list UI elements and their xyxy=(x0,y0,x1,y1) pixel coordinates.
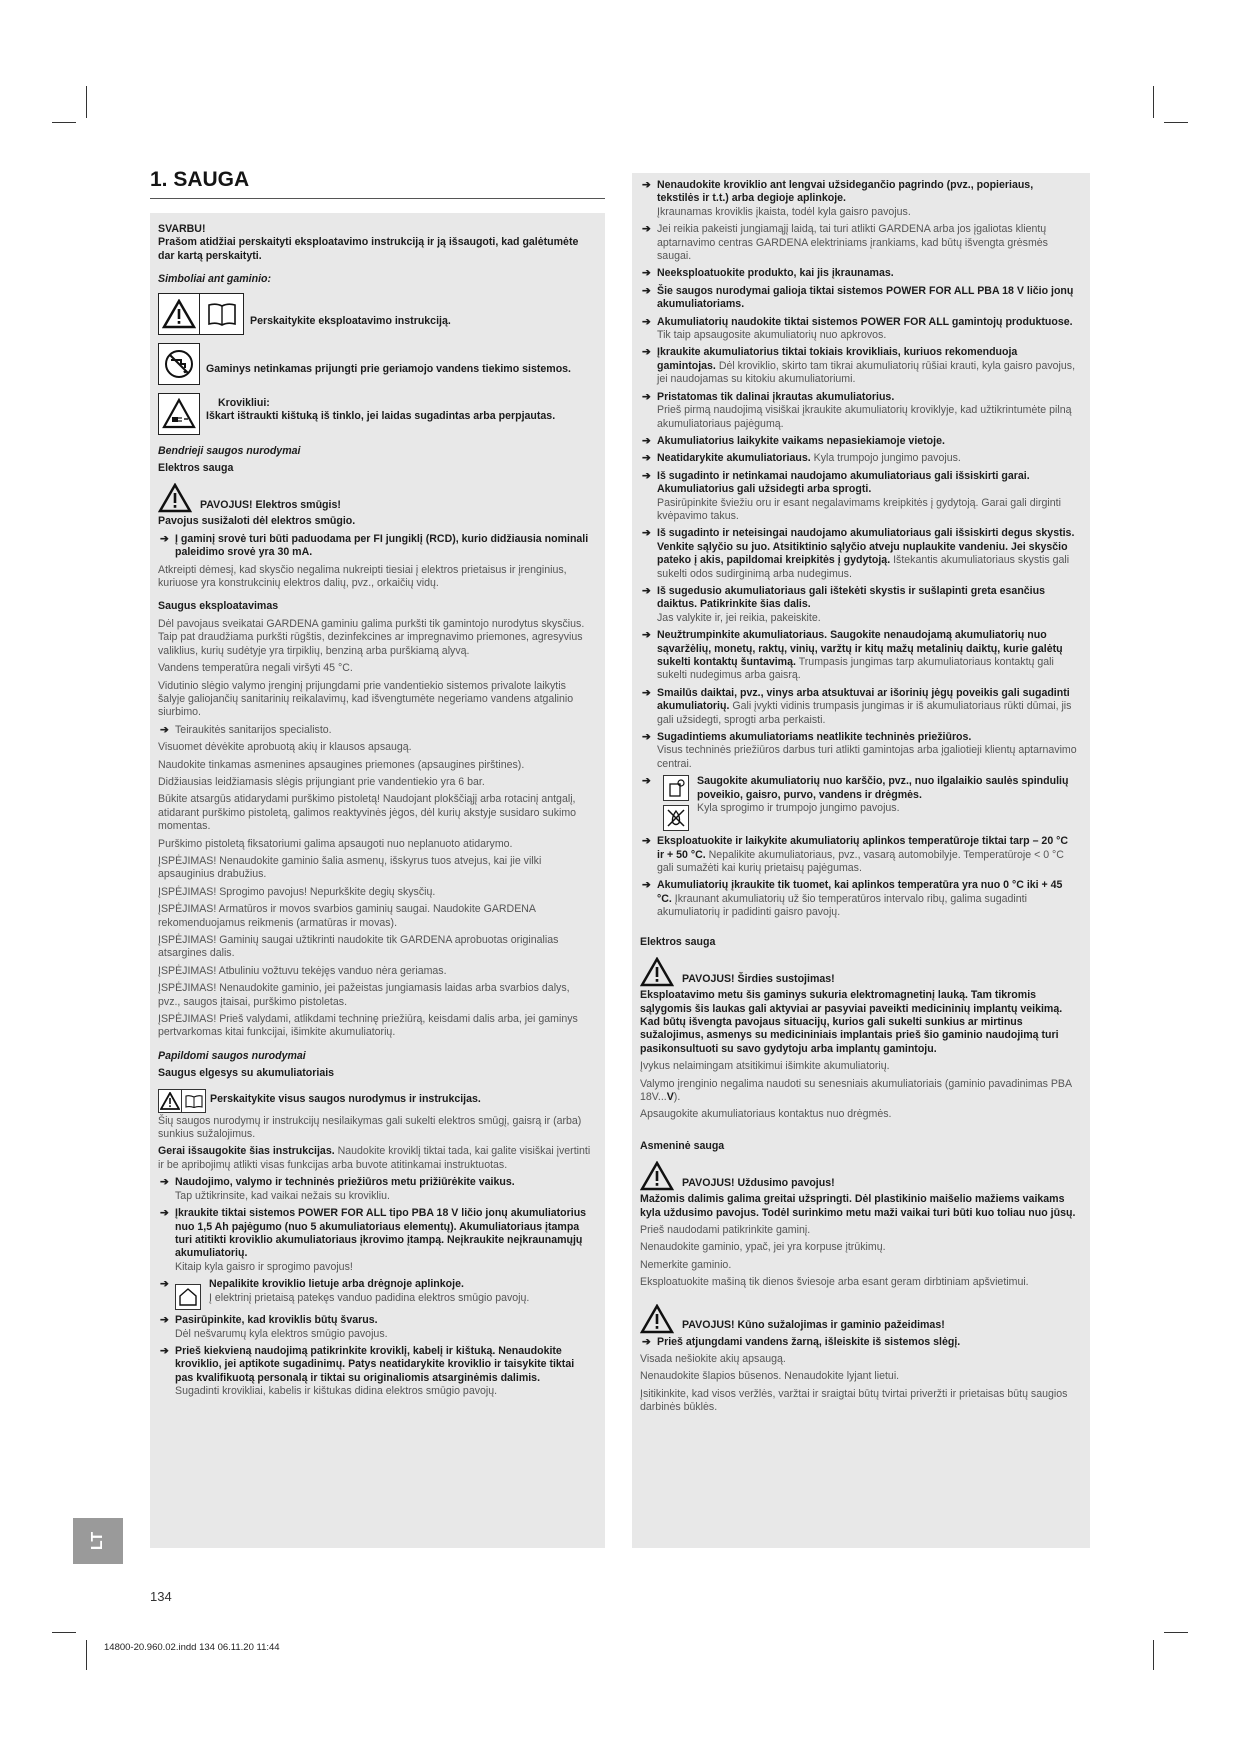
arrow-icon: ➔ xyxy=(642,469,651,482)
keep-instructions xyxy=(158,1145,593,1172)
battery-bullet xyxy=(640,527,1078,581)
bullet-text: Įkraunamas kroviklis įkaista, todėl kyla gaisro pavojus. xyxy=(657,205,911,218)
crop-mark xyxy=(52,122,76,123)
bullet-bold: Iš sugadinto ir netinkamai naudojamo akumuliatoriaus gali išsiskirti garai. Akumuliatorius gali užsidegti arba sprogti. xyxy=(657,469,1030,496)
symbols-heading: Simboliai ant gaminio: xyxy=(158,273,272,286)
arrow-icon: ➔ xyxy=(160,1176,169,1189)
danger-injury-title: PAVOJUS! Kūno sužalojimas ir gaminio pažeidimas! xyxy=(682,1319,945,1332)
danger-heart-text: Eksploatavimo metu šis gaminys sukuria elektromagnetinį lauką. Tam tikromis sąlygomis šis laukas gali aktyviai ar pasyviai paveikti medicininių implantų veikimą. Kad būtų išvengta pavojaus situacijų, kurios gali sukelti sunkius ar mirtinus sužalojimus, asmenys su medicininiais implantais prieš šio gaminio naudojimą turi pasikonsultuoti su savo gydytoju arba implantų gamintoju. xyxy=(640,989,1063,1055)
bullet-bold: Iš sugadinto ir neteisingai naudojamo akumuliatoriaus gali išsiskirti degus skystis. Venkite sąlyčio su juo. Atsitiktinio sąlyčio atveju nuplaukite vandeniu. Jei skysčio pateko į akis, papildomai kreipkitės į gydytoją. xyxy=(657,527,1075,567)
crop-mark xyxy=(86,1640,87,1670)
text-part: ). xyxy=(673,1090,681,1103)
bullet-text: Sugadinti krovikliai, kabelis ir kištukas didina elektros smūgio pavojų. xyxy=(175,1385,498,1398)
battery-bullet xyxy=(640,629,1078,683)
battery-bullet xyxy=(158,1176,593,1203)
bullet-bold: Šie saugos nurodymai galioja tiktai sistemos POWER FOR ALL PBA 18 V ličio jonų akumuliatoriams. xyxy=(657,284,1074,311)
bullet-bold: Neužtrumpinkite akumuliatoriaus. Saugokite nenaudojamą akumuliatorių nuo sąvaržėlių, monetų, raktų, vinių, varžtų ir kitų mažų metalinių daiktų, kurie galėtų sukelti kontaktų šuntavimą. xyxy=(657,629,1063,668)
bullet-bold: Sugadintiems akumuliatoriams neatlikite techninės priežiūros. xyxy=(657,731,972,744)
warning-triangle-icon xyxy=(640,1161,674,1191)
bullet-bold: Akumuliatorius laikykite vaikams nepasiekiamoje vietoje. xyxy=(657,434,945,447)
bullet-text: Trumpasis jungimas tarp akumuliatoriaus kontaktų gali sukelti nudegimus arba gaisrą. xyxy=(657,656,1054,682)
battery-bullet xyxy=(158,1207,593,1274)
svarbu-text: Prašom atidžiai perskaityti eksploatavimo instrukciją ir ją išsaugoti, kad galėtumėte dar kartą perskaityti. xyxy=(158,236,579,262)
arrow-icon: ➔ xyxy=(642,629,651,642)
bullet-bold: Akumuliatorių naudokite tiktai sistemos POWER FOR ALL gamintojų produktuose. xyxy=(657,315,1073,328)
arrow-icon: ➔ xyxy=(160,1207,169,1220)
pressure-bullet-text: Prieš atjungdami vandens žarną, išleiskite iš sistemos slėgį. xyxy=(657,1335,961,1348)
battery-bullet xyxy=(640,267,1078,280)
text-part: Valymo įrenginio negalima naudoti su senesniais akumuliatoriais (gaminio pavadinimas PBA 18V... xyxy=(640,1077,1072,1103)
no-drinking-water-icon xyxy=(158,343,200,385)
paragraph: Šių saugos nurodymų ir instrukcijų nesilaikymas gali sukelti elektros smūgį, gaisrą ir (arba) sunkius sužalojimus. xyxy=(158,1114,582,1141)
arrow-icon: ➔ xyxy=(642,179,651,191)
language-tab-label: LT xyxy=(88,1531,106,1551)
bullet-bold: Eksploatuokite ir laikykite akumuliatorių aplinkos temperatūroje tiktai tarp – 20 °C ir + 50 °C. xyxy=(657,835,1069,861)
page-number: 134 xyxy=(150,1589,172,1604)
battery-bullet xyxy=(640,879,1078,919)
keep-instructions-text: Naudokite kroviklį tiktai tada, kai galite visiškai įvertinti ir be apribojimų atlikti visas funkcijas arba buvote atitinkamai instruktuotas. xyxy=(158,1145,591,1171)
electric-safety-heading: Elektros sauga xyxy=(158,462,234,475)
fi-bullet xyxy=(158,533,593,560)
bullet-text: Jas valykite ir, jei reikia, pakeiskite. xyxy=(657,611,821,624)
bullet-text: Kitaip kyla gaisro ir sprogimo pavojus! xyxy=(175,1260,353,1273)
right-column xyxy=(632,173,1090,1548)
arrow-icon: ➔ xyxy=(642,527,651,540)
bullet-bold: Nepalikite kroviklio lietuje arba drėgnoje aplinkoje. xyxy=(209,1278,464,1291)
bullet-bold: Akumuliatorių įkraukite tik tuomet, kai aplinkos temperatūra yra nuo 0 °C iki + 45 °C. xyxy=(657,879,1063,905)
bullet-text: Nepalikite akumuliatoriaus, pvz., vasarą automobilyje. Temperatūroje < 0 °C gali sumažėti kai kurių prietaisų pajėgumas. xyxy=(657,848,1064,875)
danger-electric-header xyxy=(158,483,593,513)
bullet-text: Jei reikia pakeisti jungiamąjį laidą, tai turi atlikti GARDENA arba jos įgaliotas klientų aptarnavimo centras GARDENA elektriniams įrankiams, kad būtų išvengta grėsmės saugai. xyxy=(657,223,1048,263)
battery-bullet xyxy=(640,835,1078,875)
warning-triangle-icon xyxy=(158,293,200,335)
paragraph: Nenaudokite gaminio, ypač, jei yra korpuse įtrūkimų. xyxy=(640,1241,886,1254)
crop-mark xyxy=(1153,1640,1154,1670)
general-safety-heading: Bendrieji saugos nurodymai xyxy=(158,444,301,457)
crop-mark xyxy=(52,1632,76,1633)
heat-icons xyxy=(663,775,689,831)
arrow-icon: ➔ xyxy=(160,1314,169,1327)
warning-triangle-icon xyxy=(640,1304,674,1334)
bullet-bold: Pristatomas tik dalinai įkrautas akumuliatorius. xyxy=(657,390,895,403)
fi-bullet-text: Į gaminį srovė turi būti paduodama per FI jungiklį (RCD), kurio didžiausia nominali paleidimo srovė yra 30 mA. xyxy=(175,532,589,559)
arrow-icon: ➔ xyxy=(160,723,169,736)
paragraph: Vidutinio slėgio valymo įrenginį prijungdami prie vandentiekio sistemos privalote laikytis šalyje galiojančių sanitarinių reikalavimų, kad išvengtumėte negeriamo vandens atgalinio siurbimo. xyxy=(158,679,574,719)
battery-bullet xyxy=(158,1314,593,1341)
battery-bullet xyxy=(640,285,1078,312)
arrow-icon: ➔ xyxy=(642,584,651,597)
paragraph xyxy=(640,1078,1078,1105)
print-footer: 14800-20.960.02.indd 134 06.11.20 11:44 xyxy=(104,1642,280,1653)
paragraph: ĮSPĖJIMAS! Sprogimo pavojus! Nepurkškite degių skysčių. xyxy=(158,885,436,898)
bullet-text: Kyla sprogimo ir trumpojo jungimo pavojus. xyxy=(697,802,900,815)
paragraph: ĮSPĖJIMAS! Nenaudokite gaminio šalia asmenų, išskyrus tuos atvejus, kai jie vilki apsauginius drabužius. xyxy=(158,854,542,881)
bullet-bold: Naudojimo, valymo ir techninės priežiūros metu prižiūrėkite vaikus. xyxy=(175,1176,515,1189)
bullet-text: Prieš pirmą naudojimą visiškai įkraukite akumuliatorių kroviklyje, kad užtikrintumėte pilną akumuliatoriaus pajėgumą. xyxy=(657,404,1072,430)
bullet-text: Dėl kroviklio, skirto tam tikrai akumuliatorių rūšiai krauti, kyla gaisro pavojus, jei naudojamas su kitokiu akumuliatoriumi. xyxy=(657,359,1076,386)
paragraph: Didžiausias leidžiamasis slėgis prijungiant prie vandentiekio yra 6 bar. xyxy=(158,775,485,788)
paragraph: Prieš naudodami patikrinkite gaminį. xyxy=(640,1223,811,1236)
title-divider xyxy=(150,198,605,199)
text-part-bold: V xyxy=(666,1090,674,1103)
personal-safety-heading: Asmeninė sauga xyxy=(640,1139,725,1152)
paragraph: Būkite atsargūs atidarydami purškimo pistoletą! Naudojant plokščiąjį arba rotacinį antgalį, atidarant purškimo pistoletą, galimos reaktyvinės jėgos, dėl kurių akstyje susidaro sukimo momentas. xyxy=(158,793,577,833)
no-fire-icon xyxy=(663,805,689,831)
no-heat-icon xyxy=(663,775,689,801)
danger-injury-header xyxy=(640,1304,1078,1334)
bullet-text: Ištekantis akumuliatoriaus skystis gali sukelti odos sudirginimą arba nudegimus. xyxy=(657,554,1070,580)
paragraph: Dėl pavojaus sveikatai GARDENA gaminiu galima purkšti tik gamintojo nurodytus skysčius. Taip pat draudžiama purkšti rūgštis, dezinfekcines ar impregnavimo priemones, agresyvius valiklius, kurių sudėtyje yra tirpiklių, benziną arba purškiamą alyvą. xyxy=(158,617,585,657)
battery-bullet xyxy=(640,585,1078,625)
svarbu-label: SVARBU! xyxy=(158,223,206,235)
page-title: 1. SAUGA xyxy=(150,168,250,191)
battery-bullet xyxy=(640,223,1078,263)
pressure-bullet xyxy=(640,1336,1078,1349)
arrow-icon: ➔ xyxy=(642,284,651,297)
book-icon xyxy=(182,1089,206,1113)
bullet-content xyxy=(689,775,1078,831)
book-icon xyxy=(200,293,244,335)
symbol-charger-title: Krovikliui: xyxy=(218,396,270,409)
bullet-bold: Pasirūpinkite, kad kroviklis būtų švarus. xyxy=(175,1314,378,1327)
battery-bullet xyxy=(640,179,1078,219)
danger-suffocation-header xyxy=(640,1161,1078,1191)
sanitary-bullet xyxy=(158,724,593,737)
paragraph: ĮSPĖJIMAS! Armatūros ir movos svarbios gaminių saugai. Naudokite GARDENA rekomenduojamus reikmenis (armatūras ir movas). xyxy=(158,903,536,929)
battery-bullet xyxy=(640,470,1078,524)
unplug-warning-icon xyxy=(158,393,200,435)
battery-bullet xyxy=(640,452,1078,465)
paragraph: Įvykus nelaimingam atsitikimui išimkite akumuliatorių. xyxy=(640,1060,890,1073)
battery-safety-heading: Saugus elgesys su akumuliatoriais xyxy=(158,1067,335,1080)
battery-bullet xyxy=(640,316,1078,343)
paragraph: ĮSPĖJIMAS! Nenaudokite gaminio, jei pažeistas jungiamasis laidas arba svarbios dalys, pvz., saugos įtaisai, purškimo pistoletas. xyxy=(158,982,570,1008)
bullet-text: Gali įvykti vidinis trumpasis jungimas ir iš akumuliatoriaus rūkti dūmai, jis gali užsidegti, sprogti arba perkaisti. xyxy=(657,700,1072,726)
sanitary-bullet-text: Teiraukitės sanitarijos specialisto. xyxy=(175,723,332,736)
paragraph: Visuomet dėvėkite aprobuotą akių ir klausos apsaugą. xyxy=(158,741,412,754)
danger-electric-text: Pavojus susižaloti dėl elektros smūgio. xyxy=(158,515,356,528)
symbol-charger-text: Iškart ištraukti kištuką iš tinklo, jei laidas sugadintas arba perpjautas. xyxy=(206,410,556,423)
safe-operation-heading: Saugus eksploatavimas xyxy=(158,600,279,613)
warning-triangle-icon xyxy=(158,1089,182,1113)
bullet-text: Pasirūpinkite šviežiu oru ir esant negalavimams kreipkitės į gydytoją. Garai gali dirginti kvėpavimo takus. xyxy=(657,496,1061,522)
paragraph: ĮSPĖJIMAS! Prieš valydami, atlikdami techninę priežiūrą, keisdami dalis arba, jei gaminys pertvarkomas kitai funkcijai, išimkite akumuliatorių. xyxy=(158,1013,578,1039)
arrow-icon: ➔ xyxy=(642,879,651,892)
battery-bullet xyxy=(640,346,1078,386)
battery-bullet xyxy=(158,1278,593,1310)
arrow-icon: ➔ xyxy=(642,1335,651,1348)
indoor-use-icon xyxy=(175,1284,201,1310)
left-column xyxy=(150,213,605,1548)
arrow-icon: ➔ xyxy=(160,532,169,545)
battery-bullet xyxy=(158,1345,593,1399)
bullet-bold: Neatidarykite akumuliatoriaus. xyxy=(657,452,811,465)
bullet-bold: Įkraukite tiktai sistemos POWER FOR ALL tipo PBA 18 V ličio jonų akumuliatorius nuo 1,5 Ah pajėgumo (nuo 5 akumuliatoriaus elementų). Akumuliatoriaus įtampa turi atitikti kroviklio akumuliatoriaus įkrovimo įtampą. Neįkraukite neįkraunamųjų akumuliatorių. xyxy=(175,1207,587,1260)
additional-safety-heading: Papildomi saugos nurodymai xyxy=(158,1049,306,1062)
warning-triangle-icon xyxy=(158,483,192,513)
bullet-text: Kyla trumpojo jungimo pavojus. xyxy=(813,452,961,465)
crop-mark xyxy=(1164,122,1188,123)
crop-mark xyxy=(1164,1632,1188,1633)
electric-safety-heading: Elektros sauga xyxy=(640,935,716,948)
paragraph: Naudokite tinkamas asmenines apsaugines priemones (apsaugines pirštines). xyxy=(158,758,525,771)
arrow-icon: ➔ xyxy=(642,452,651,465)
battery-bullet xyxy=(640,391,1078,431)
arrow-icon: ➔ xyxy=(642,835,651,848)
symbol-charger xyxy=(158,393,593,435)
paragraph: Purškimo pistoletą fiksatoriumi galima apsaugoti nuo neplanuoto atidarymo. xyxy=(158,837,513,850)
warning-triangle-icon xyxy=(640,957,674,987)
bullet-bold: Neeksploatuokite produkto, kai jis įkraunamas. xyxy=(657,267,894,280)
battery-bullet xyxy=(640,687,1078,727)
danger-heart-header xyxy=(640,957,1078,987)
bullet-text: Tap užtikrinsite, kad vaikai nežais su krovikliu. xyxy=(175,1189,390,1202)
arrow-icon: ➔ xyxy=(160,1344,169,1357)
bullet-text: Įkraunant akumuliatorių už šio temperatūros intervalo ribų, galima sugadinti akumuliatorių ir padidinti gaisro pavojų. xyxy=(657,892,1027,919)
symbol-read-manual xyxy=(158,293,593,335)
bullet-bold: Įkraukite akumuliatorius tiktai tokiais krovikliais, kuriuos rekomenduoja gamintojas. xyxy=(657,346,1018,372)
symbol-no-drinking-water xyxy=(158,343,593,385)
symbol-read-manual-text: Perskaitykite eksploatavimo instrukciją. xyxy=(250,314,451,327)
paragraph: Nemerkite gaminio. xyxy=(640,1258,732,1271)
arrow-icon: ➔ xyxy=(642,267,651,280)
paragraph: Eksploatuokite mašiną tik dienos šviesoje arba esant geram dirbtiniam apšvietimui. xyxy=(640,1276,1029,1289)
paragraph: Atkreipti dėmesį, kad skysčio negalima nukreipti tiesiai į elektros prietaisus ir įrenginius, kuriuose yra konstrukcinių elektros dalių, pvz., orkaičių vidų. xyxy=(158,563,567,590)
bullet-text: Dėl nešvarumų kyla elektros smūgio pavojus. xyxy=(175,1327,388,1340)
arrow-icon: ➔ xyxy=(642,390,651,403)
language-tab xyxy=(73,1518,123,1564)
arrow-icon: ➔ xyxy=(642,686,651,699)
arrow-icon: ➔ xyxy=(642,346,651,359)
arrow-icon: ➔ xyxy=(642,731,651,744)
crop-mark xyxy=(86,86,87,118)
bullet-bold: Saugokite akumuliatorių nuo karščio, pvz., nuo ilgalaikio saulės spindulių poveikio, gaisro, purvo, vandens ir drėgmės. xyxy=(697,775,1069,801)
arrow-icon: ➔ xyxy=(160,1278,169,1291)
paragraph: ĮSPĖJIMAS! Atbuliniu vožtuvu tekėjęs vanduo nėra geriamas. xyxy=(158,964,447,977)
paragraph: Nenaudokite šlapios būsenos. Nenaudokite lyjant lietui. xyxy=(640,1370,900,1383)
battery-bullet xyxy=(640,775,1078,831)
bullet-text: Tik taip apsaugosite akumuliatorių nuo apkrovos. xyxy=(657,329,887,342)
paragraph: Visada nešiokite akių apsaugą. xyxy=(640,1353,786,1365)
bullet-bold: Iš sugedusio akumuliatoriaus gali ištekėti skystis ir sušlapinti greta esančius daiktus. Patikrinkite šias dalis. xyxy=(657,584,1045,611)
arrow-icon: ➔ xyxy=(642,434,651,447)
arrow-icon: ➔ xyxy=(642,315,651,328)
danger-suffocation-title: PAVOJUS! Uždusimo pavojus! xyxy=(682,1176,835,1189)
paragraph: ĮSPĖJIMAS! Gaminių saugai užtikrinti naudokite tik GARDENA aprobuotas originalias atsargines dalis. xyxy=(158,934,559,960)
symbol-no-drinking-water-text: Gaminys netinkamas prijungti prie geriamojo vandens tiekimo sistemos. xyxy=(206,362,572,375)
arrow-icon: ➔ xyxy=(642,223,651,236)
bullet-text: Į elektrinį prietaisą patekęs vanduo padidina elektros smūgio pavojų. xyxy=(209,1291,530,1304)
battery-bullet xyxy=(640,731,1078,771)
danger-suffocation-text: Mažomis dalimis galima greitai užspringti. Dėl plastikinio maišelio mažiems vaikams kyla uždusimo pavojus. Todėl surinkimo metu maži vaikai turi būti kuo toliau nuo jūsų. xyxy=(640,1193,1076,1219)
battery-bullet xyxy=(640,435,1078,448)
paragraph: Įsitikinkite, kad visos veržlės, varžtai ir sraigtai būtų tvirtai priveržti ir prietaisas būtų saugios darbinės būklės. xyxy=(640,1387,1068,1414)
keep-instructions-bold: Gerai išsaugokite šias instrukcijas. xyxy=(158,1145,335,1158)
read-all-text: Perskaitykite visus saugos nurodymus ir instrukcijas. xyxy=(210,1093,481,1106)
bullet-content xyxy=(201,1278,529,1310)
crop-mark xyxy=(1153,86,1154,118)
paragraph: Vandens temperatūra negali viršyti 45 °C. xyxy=(158,662,353,675)
danger-heart-title: PAVOJUS! Širdies sustojimas! xyxy=(682,972,835,985)
danger-electric-title: PAVOJUS! Elektros smūgis! xyxy=(200,499,341,512)
symbol-charger-text-block xyxy=(200,393,555,424)
bullet-bold: Prieš kiekvieną naudojimą patikrinkite kroviklį, kabelį ir kištuką. Nenaudokite kroviklio, jei aptikote sugadinimų. Patys neatidarykite kroviklio ir taisykite tiktai pas kvalifikuotą personalą ir tiktai su originaliomis atsarginėmis dalimis. xyxy=(175,1344,575,1384)
bullet-text: Visus techninės priežiūros darbus turi atlikti gamintojas arba įgaliotieji klientų aptarnavimo centrai. xyxy=(657,744,1077,770)
read-all-row xyxy=(158,1089,593,1113)
bullet-bold: Smailūs daiktai, pvz., vinys arba atsuktuvai ar išorinių jėgų poveikis gali sugadinti akumuliatorių. xyxy=(657,686,1070,713)
bullet-bold: Nenaudokite kroviklio ant lengvai užsidegančio pagrindo (pvz., popieriaus, tekstilės ir t.t.) arba degioje aplinkoje. xyxy=(657,179,1034,205)
paragraph: Apsaugokite akumuliatoriaus kontaktus nuo drėgmės. xyxy=(640,1108,892,1121)
arrow-icon: ➔ xyxy=(642,775,651,788)
